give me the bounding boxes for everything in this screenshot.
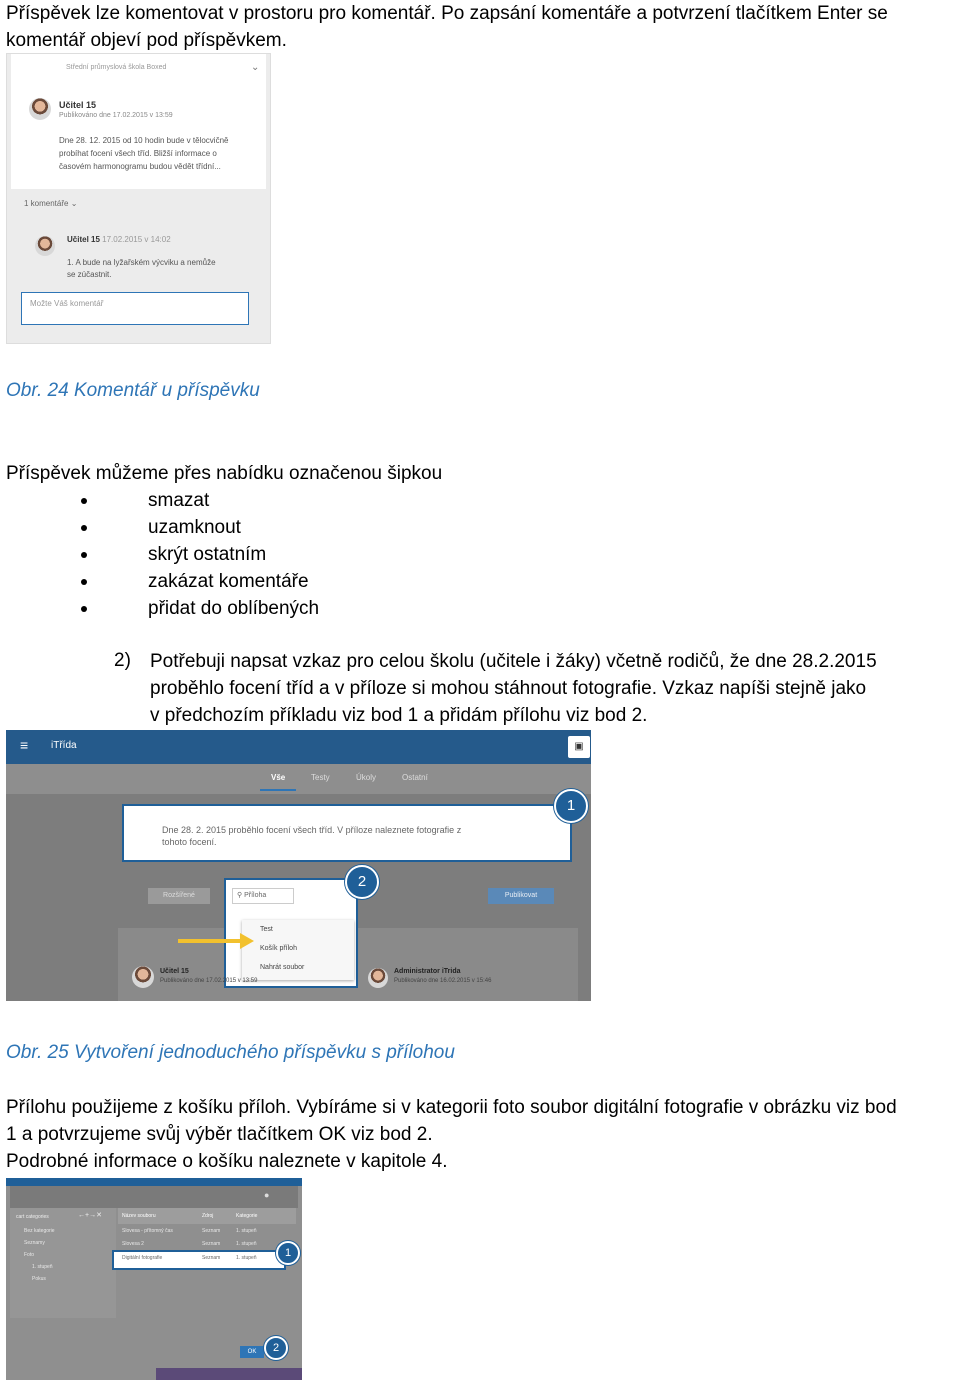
comment-header: Učitel 15 17.02.2015 v 14:02 <box>67 235 171 244</box>
post-date: Publikováno dne 17.02.2015 v 13:59 <box>59 112 173 119</box>
dropdown-menu <box>242 920 354 980</box>
image-icon[interactable]: ▣ <box>568 736 590 758</box>
avatar <box>29 98 51 120</box>
dropdown-item-upload[interactable]: Nahrát soubor <box>260 964 305 971</box>
dropdown-item-cart[interactable]: Košík příloh <box>260 945 297 952</box>
menu-item-delete: smazat <box>148 487 209 514</box>
dropdown-item-test[interactable]: Test <box>260 926 273 933</box>
outro-line-3: Podrobné informace o košíku naleznete v kapitole 4. <box>6 1151 448 1172</box>
tree-item[interactable]: Pokus <box>32 1276 46 1282</box>
tab-other[interactable]: Ostatní <box>402 773 428 782</box>
tree-controls[interactable]: ←+→✕ <box>78 1212 102 1219</box>
tree-item[interactable]: 1. stupeň <box>32 1264 53 1270</box>
avatar <box>132 966 154 988</box>
badge-2: 2 <box>264 1336 288 1360</box>
tab-all[interactable]: Vše <box>271 773 286 782</box>
category-tree <box>10 1208 116 1318</box>
tab-tests[interactable]: Testy <box>311 773 330 782</box>
step-2-text: Potřebuji napsat vzkaz pro celou školu (učitele i žáky) včetně rodičů, že dne 28.2.2015 proběhlo focení tříd a v příloze si mohou stáhnout fotografie. Vzkaz napíši stejně jako v předchozím příkladu viz bod 1 a přidám přílohu viz bod 2. <box>150 651 877 726</box>
menu-item-disable-comments: zakázat komentáře <box>148 568 309 595</box>
menu-intro: Příspěvek můžeme přes nabídku označenou šipkou <box>6 463 443 484</box>
tree-item[interactable]: Seznamy <box>24 1240 45 1246</box>
intro-line-1: Příspěvek lze komentovat v prostoru pro komentář. Po zapsání komentáře a potvrzení tlačítkem Enter se <box>6 3 888 24</box>
tree-item[interactable]: Bez kategorie <box>24 1228 55 1234</box>
menu-item-favorite: přidat do oblíbených <box>148 595 319 622</box>
column-header: Kategorie <box>236 1213 258 1219</box>
publish-button[interactable]: Publikovat <box>488 888 554 904</box>
top-bar <box>6 1178 302 1186</box>
dialog-header <box>10 1186 298 1208</box>
table-row-selected[interactable]: Digitální fotografie Seznam 1. stupeň <box>112 1250 286 1270</box>
ok-button[interactable]: OK <box>240 1346 264 1358</box>
admin-avatar <box>368 968 388 988</box>
paperclip-icon: ⚲ <box>237 892 243 899</box>
table-header <box>118 1208 296 1224</box>
attachment-cart-screenshot <box>6 1178 302 1380</box>
menu-item-hide: skrýt ostatním <box>148 541 266 568</box>
badge-1: 1 <box>276 1241 300 1265</box>
table-row[interactable]: Slovesa 2 Seznam 1. stupeň <box>122 1241 257 1247</box>
figure-25-caption: Obr. 25 Vytvoření jednoduchého příspěvku s přílohou <box>6 1042 455 1063</box>
figure-24-caption: Obr. 24 Komentář u příspěvku <box>6 380 260 401</box>
badge-2: 2 <box>345 865 379 899</box>
post-card <box>11 54 266 189</box>
app-header <box>6 730 591 764</box>
column-header: Zdroj <box>202 1213 214 1219</box>
post-author: Učitel 15 <box>59 100 97 110</box>
arrow-shaft <box>178 939 242 943</box>
figure-25-screenshot <box>6 730 591 1001</box>
app-title: iTřída <box>51 740 77 751</box>
expand-button[interactable]: Rozšířené <box>148 888 210 904</box>
arrow-right-icon <box>240 933 254 949</box>
feed-post-date: Publikováno dne 17.02.2015 v 13:59 <box>160 978 258 984</box>
close-icon[interactable]: ● <box>264 1190 270 1200</box>
tree-item[interactable]: Foto <box>24 1252 35 1258</box>
tab-tasks[interactable]: Úkoly <box>356 773 377 782</box>
comment-input[interactable]: Možte Váš komentář <box>21 292 249 325</box>
menu-icon[interactable]: ≡ <box>20 737 29 753</box>
feed-post2-date: Publikováno dne 16.02.2015 v 15:46 <box>394 978 492 984</box>
comments-toggle[interactable]: 1 komentáře ⌄ <box>24 199 78 208</box>
feed-post-author: Učitel 15 <box>160 968 189 975</box>
table-row[interactable]: Slovesa - přítomný čas Seznam 1. stupeň <box>122 1228 257 1234</box>
tree-header: cart categories <box>16 1214 49 1220</box>
comment-avatar <box>35 236 55 256</box>
badge-1: 1 <box>554 789 588 823</box>
comment-text: 1. A bude na lyžařském výcviku a nemůže se zúčastnit. <box>67 258 216 279</box>
step-number: 2) <box>114 650 131 671</box>
message-input[interactable]: Dne 28. 2. 2015 proběhlo focení všech tříd. V příloze naleznete fotografie z tohoto focení. <box>122 804 572 862</box>
column-header: Název souboru <box>122 1213 156 1219</box>
post-text: Dne 28. 12. 2015 od 10 hodin bude v tělocvičně probíhat focení všech tříd. Bližší informace o časovém harmonogramu budou vědět třídní... <box>59 136 229 171</box>
tabs-bar <box>6 764 591 794</box>
chevron-down-icon[interactable]: ⌄ <box>251 62 260 73</box>
outro-line-2: 1 a potvrzujeme svůj výběr tlačítkem OK viz bod 2. <box>6 1124 433 1145</box>
bottom-bar <box>156 1368 302 1380</box>
figure-24-screenshot <box>6 53 271 344</box>
intro-line-2: komentář objeví pod příspěvkem. <box>6 30 287 51</box>
menu-item-lock: uzamknout <box>148 514 241 541</box>
feed-post2-author: Administrator iTrida <box>394 968 461 975</box>
active-tab-indicator <box>260 789 296 791</box>
attachment-button[interactable]: ⚲ Příloha <box>232 888 294 904</box>
outro-line-1: Přílohu použijeme z košíku příloh. Vybíráme si v kategorii foto soubor digitální fotografie v obrázku viz bod <box>6 1097 897 1118</box>
school-name: Střední průmyslová škola Boxed <box>66 64 167 71</box>
